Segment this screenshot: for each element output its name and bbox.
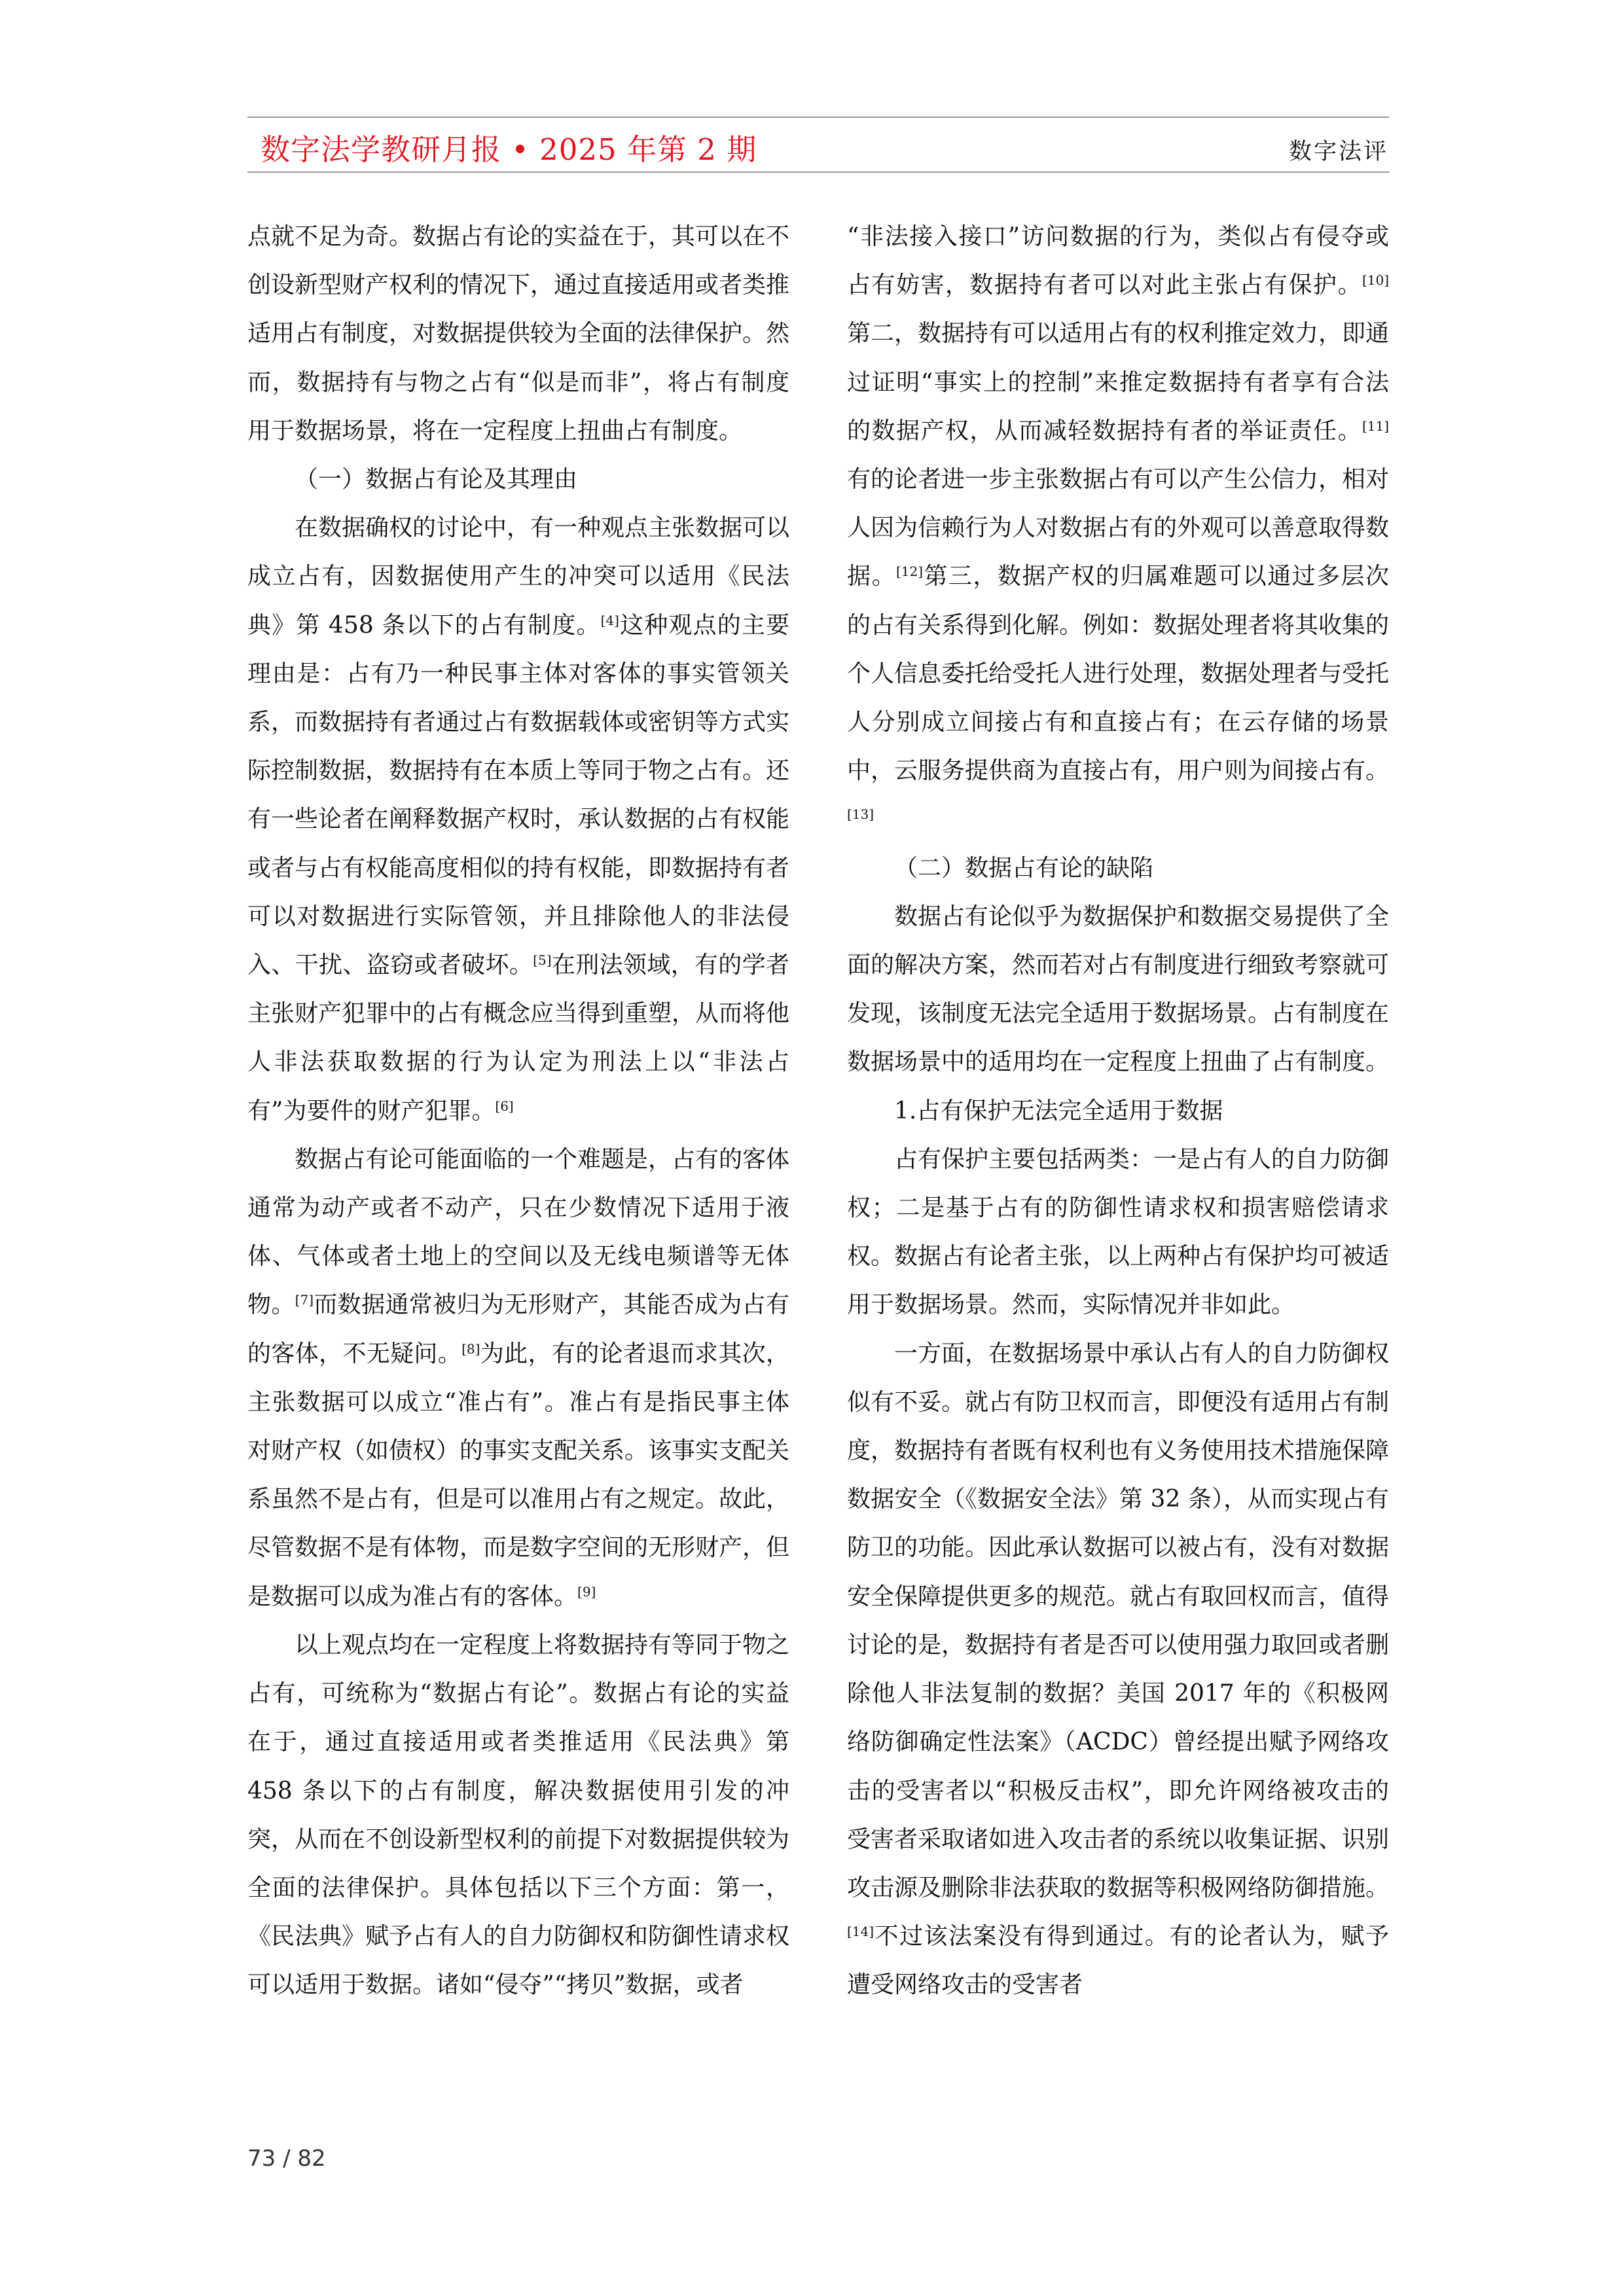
- footnote-ref: [4]: [600, 612, 619, 628]
- page-number: 73 / 82: [247, 2145, 326, 2172]
- left-column: [247, 213, 789, 2010]
- section-heading: （二）数据占有论的缺陷: [894, 854, 1154, 882]
- paragraph: 在数据确权的讨论中，有一种观点主张数据可以成立占有，因数据使用产生的冲突可以适用《民法典》第 458 条以下的占有制度。[4]这种观点的主要理由是：占有乃一种民事主体对客体的事实管领关系，而数据持有者通过占有数据载体或密钥等方式实际控制数据，数据持有在本质上等同于物之占有。还有一些论者在阐释数据产权时，承认数据的占有权能或者与占有权能高度相似的持有权能，即数据持有者可以对数据进行实际管领，并且排除他人的非法侵入、干扰、盗窃或者破坏。[5]在刑法领域，有的学者主张财产犯罪中的占有概念应当得到重塑，从而将他人非法获取数据的行为认定为刑法上以“非法占有”为要件的财产犯罪。[6]: [247, 514, 790, 1124]
- footnote-ref: [10]: [1362, 272, 1389, 289]
- footnote-ref: [9]: [577, 1583, 596, 1600]
- journal-title: 数字法学教研月报 • 2025 年第 2 期: [261, 132, 757, 167]
- paragraph: 占有保护主要包括两类：一是占有人的自力防御权；二是基于占有的防御性请求权和损害赔偿请求权。数据占有论者主张，以上两种占有保护均可被适用于数据场景。然而，实际情况并非如此。: [847, 1145, 1390, 1319]
- footnote-ref: [8]: [461, 1340, 480, 1357]
- header-top-rule: [247, 117, 1389, 118]
- header-bottom-rule: [247, 171, 1389, 173]
- subsection-heading: 1.占有保护无法完全适用于数据: [894, 1097, 1223, 1124]
- section-heading: （一）数据占有论及其理由: [295, 466, 578, 493]
- paragraph: 以上观点均在一定程度上将数据持有等同于物之占有，可统称为“数据占有论”。数据占有论的实益在于，通过直接适用或者类推适用《民法典》第 458 条以下的占有制度，解决数据使用引发的冲突，从而在不创设新型权利的前提下对数据提供较为全面的法律保护。具体包括以下三个方面：第一，《民法典》赋予占有人的自力防御权和防御性请求权可以适用于数据。诸如“侵夺”“拷贝”数据，或者: [247, 1631, 790, 1999]
- footnote-ref: [6]: [495, 1098, 514, 1114]
- journal-brand: 数字法评: [1288, 139, 1388, 165]
- footnote-ref: [5]: [533, 952, 552, 969]
- paragraph: 数据占有论可能面临的一个难题是，占有的客体通常为动产或者不动产，只在少数情况下适用于液体、气体或者土地上的空间以及无线电频谱等无体物。[7]而数据通常被归为无形财产，其能否成为占有的客体，不无疑问。[8]为此，有的论者退而求其次，主张数据可以成立“准占有”。准占有是指民事主体对财产权（如债权）的事实支配关系。该事实支配关系虽然不是占有，但是可以准用占有之规定。故此，尽管数据不是有体物，而是数字空间的无形财产，但是数据可以成为准占有的客体。[9]: [247, 1145, 790, 1610]
- footnote-ref: [7]: [295, 1292, 314, 1308]
- paragraph: 数据占有论似乎为数据保护和数据交易提供了全面的解决方案，然而若对占有制度进行细致考察就可发现，该制度无法完全适用于数据场景。占有制度在数据场景中的适用均在一定程度上扭曲了占有制度。: [847, 903, 1390, 1076]
- footnote-ref: [14]: [847, 1924, 875, 1940]
- paragraph: 一方面，在数据场景中承认占有人的自力防御权似有不妥。就占有防卫权而言，即便没有适用占有制度，数据持有者既有权利也有义务使用技术措施保障数据安全（《数据安全法》第 32 条），从而实现占有防卫的功能。因此承认数据可以被占有，没有对数据安全保障提供更多的规范。就占有取回权而言，值得讨论的是，数据持有者是否可以使用强力取回或者删除他人非法复制的数据？美国 2017 年的《积极网络防御确定性法案》（ACDC）曾经提出赋予网络攻击的受害者以“积极反击权”，即允许网络被攻击的受害者采取诸如进入攻击者的系统以收集证据、识别攻击源及删除非法获取的数据等积极网络防御措施。[14]不过该法案没有得到通过。有的论者认为，赋予遭受网络攻击的受害者: [847, 1340, 1390, 1999]
- paragraph: “非法接入接口”访问数据的行为，类似占有侵夺或占有妨害，数据持有者可以对此主张占有保护。[10]第二，数据持有可以适用占有的权利推定效力，即通过证明“事实上的控制”来推定数据持有者享有合法的数据产权，从而减轻数据持有者的举证责任。[11]有的论者进一步主张数据占有可以产生公信力，相对人因为信赖行为人对数据占有的外观可以善意取得数据。[12]第三，数据产权的归属难题可以通过多层次的占有关系得到化解。例如：数据处理者将其收集的个人信息委托给受托人进行处理，数据处理者与受托人分别成立间接占有和直接占有；在云存储的场景中，云服务提供商为直接占有，用户则为间接占有。[13]: [847, 223, 1390, 823]
- footnote-ref: [12]: [895, 564, 924, 580]
- footnote-ref: [13]: [847, 806, 875, 823]
- right-column: [847, 213, 1389, 2010]
- footnote-ref: [11]: [1362, 418, 1389, 434]
- paragraph: 点就不足为奇。数据占有论的实益在于，其可以在不创设新型财产权利的情况下，通过直接适用或者类推适用占有制度，对数据提供较为全面的法律保护。然而，数据持有与物之占有“似是而非”，将占有制度用于数据场景，将在一定程度上扭曲占有制度。: [247, 223, 790, 444]
